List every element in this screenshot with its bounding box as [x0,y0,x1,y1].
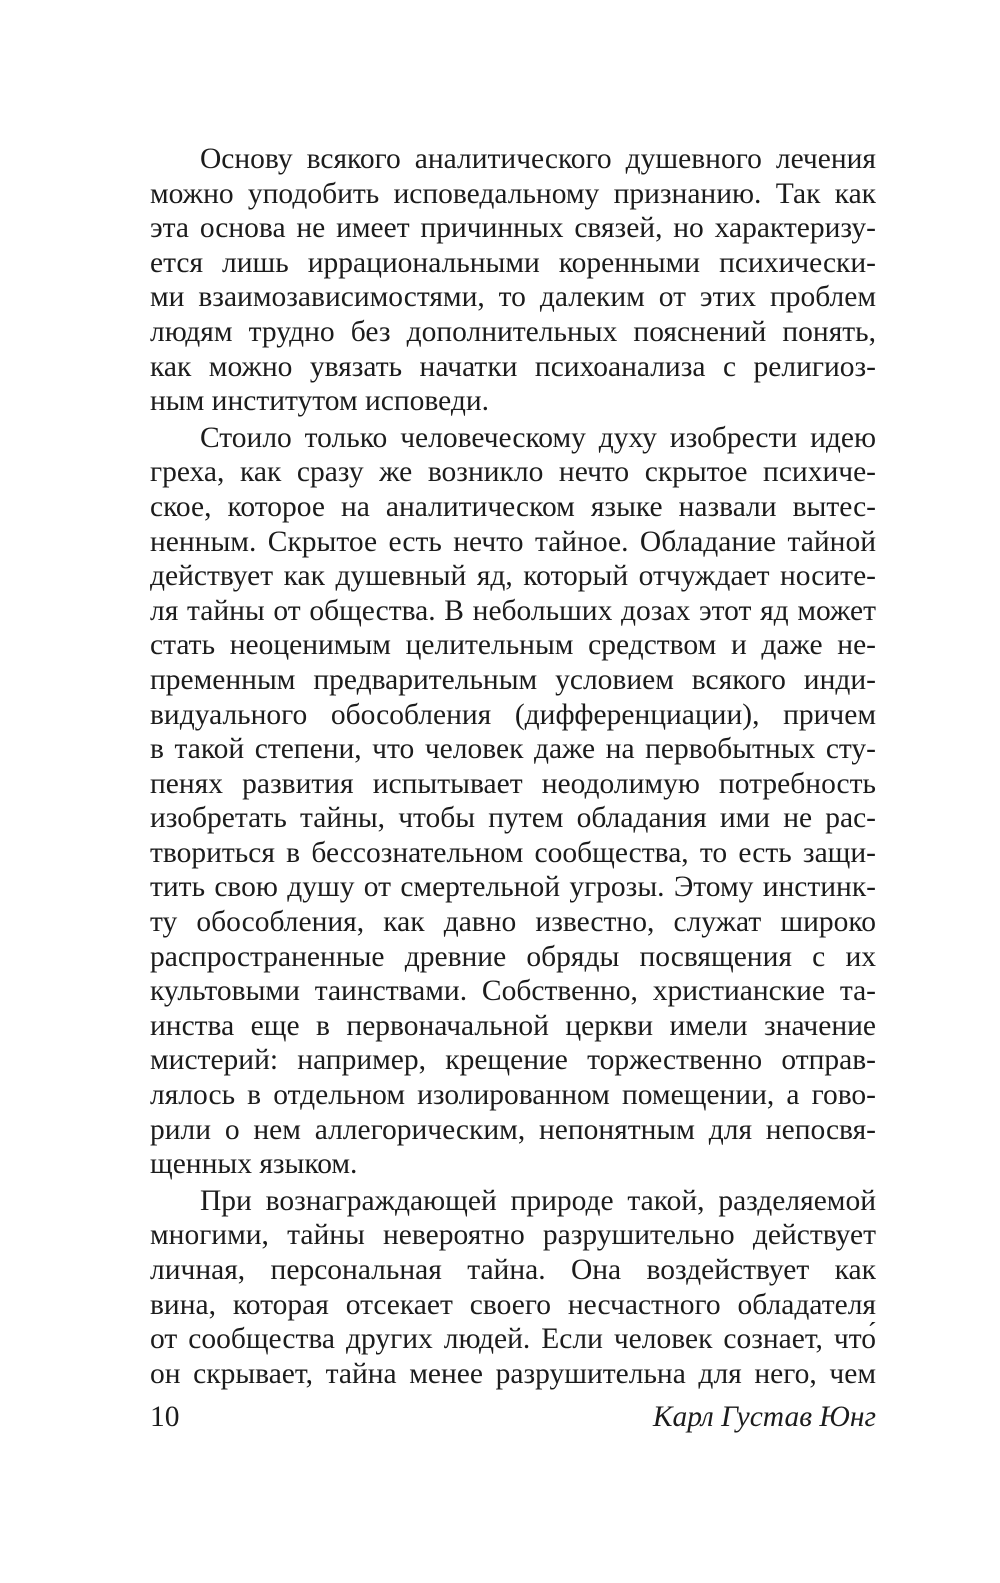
paragraph [150,421,876,1182]
text-line: тить свою душу от смертельной угрозы. Этому инстинк- [150,871,876,904]
page-number: 10 [150,1401,180,1433]
text-line: изобретать тайны, чтобы путем обладания ими не рас- [150,802,876,835]
text-line: можно уподобить исповедальному признанию. Так как [150,177,876,210]
text-line: многими, тайны невероятно разрушительно действует [150,1219,876,1252]
text-line: в такой степени, что человек даже на первобытных сту- [150,733,876,766]
text-line: как можно увязать начатки психоанализа с религиоз- [150,350,876,383]
text-line: действует как душевный яд, который отчуждает носите- [150,560,876,593]
text-line: твориться в бессознательном сообщества, то есть защи- [150,836,876,869]
body-text [150,142,876,1391]
text-line: При вознаграждающей природе такой, разделяемой [200,1184,876,1217]
text-line: ным институтом исповеди. [150,385,490,418]
text-line: видуального обособления (дифференциации), причем [150,698,876,731]
text-line: он скрывает, тайна менее разрушительна для него, чем [150,1357,876,1390]
text-line: распространенные древние обряды посвящения с их [150,940,876,973]
paragraph [150,142,876,419]
text-line: стать неоценимым целительным средством и даже не- [150,629,876,662]
text-line: пременным предварительным условием всякого инди- [150,663,876,696]
text-line: щенных языком. [150,1148,358,1181]
page-footer [150,1401,876,1441]
text-line: культовыми таинствами. Собственно, христианские та- [150,975,876,1008]
text-line: личная, персональная тайна. Она воздействует как [150,1254,876,1286]
text-line: ля тайны от общества. В небольших дозах этот яд может [150,594,876,627]
text-line: Стоило только человеческому духу изобрести идею [200,421,876,454]
text-line: вина, которая отсекает своего несчастного обладателя [150,1288,876,1321]
text-line: пенях развития испытывает неодолимую потребность [150,767,876,800]
text-line: ту обособления, как давно известно, служат широко [150,906,876,939]
text-line: Основу всякого аналитического душевного лечения [200,143,876,175]
text-line: лялось в отдельном изолированном помещении, а гово- [150,1079,876,1112]
text-line: рили о нем аллегорическим, непонятным для непосвя- [150,1113,876,1146]
text-line: людям трудно без дополнительных пояснений понять, [150,315,876,348]
text-line: ненным. Скрытое есть нечто тайное. Обладание тайной [150,525,876,558]
paragraph [150,1184,876,1392]
text-line: ское, которое на аналитическом языке назвали вытес- [150,490,876,523]
text-line: мистерий: например, крещение торжественно отправ- [150,1044,876,1077]
text-line: инства еще в первоначальной церкви имели значение [150,1009,876,1042]
text-line: ется лишь иррациональными коренными психически- [150,246,876,279]
text-line: эта основа не имеет причинных связей, но характеризу- [150,212,876,245]
text-line: от сообщества других людей. Если человек сознает, что́ [150,1323,876,1356]
running-head-author: Карл Густав Юнг [652,1401,876,1433]
text-line: ми взаимозависимостями, то далеким от этих проблем [150,281,876,314]
text-line: греха, как сразу же возникло нечто скрытое психиче- [150,456,876,489]
